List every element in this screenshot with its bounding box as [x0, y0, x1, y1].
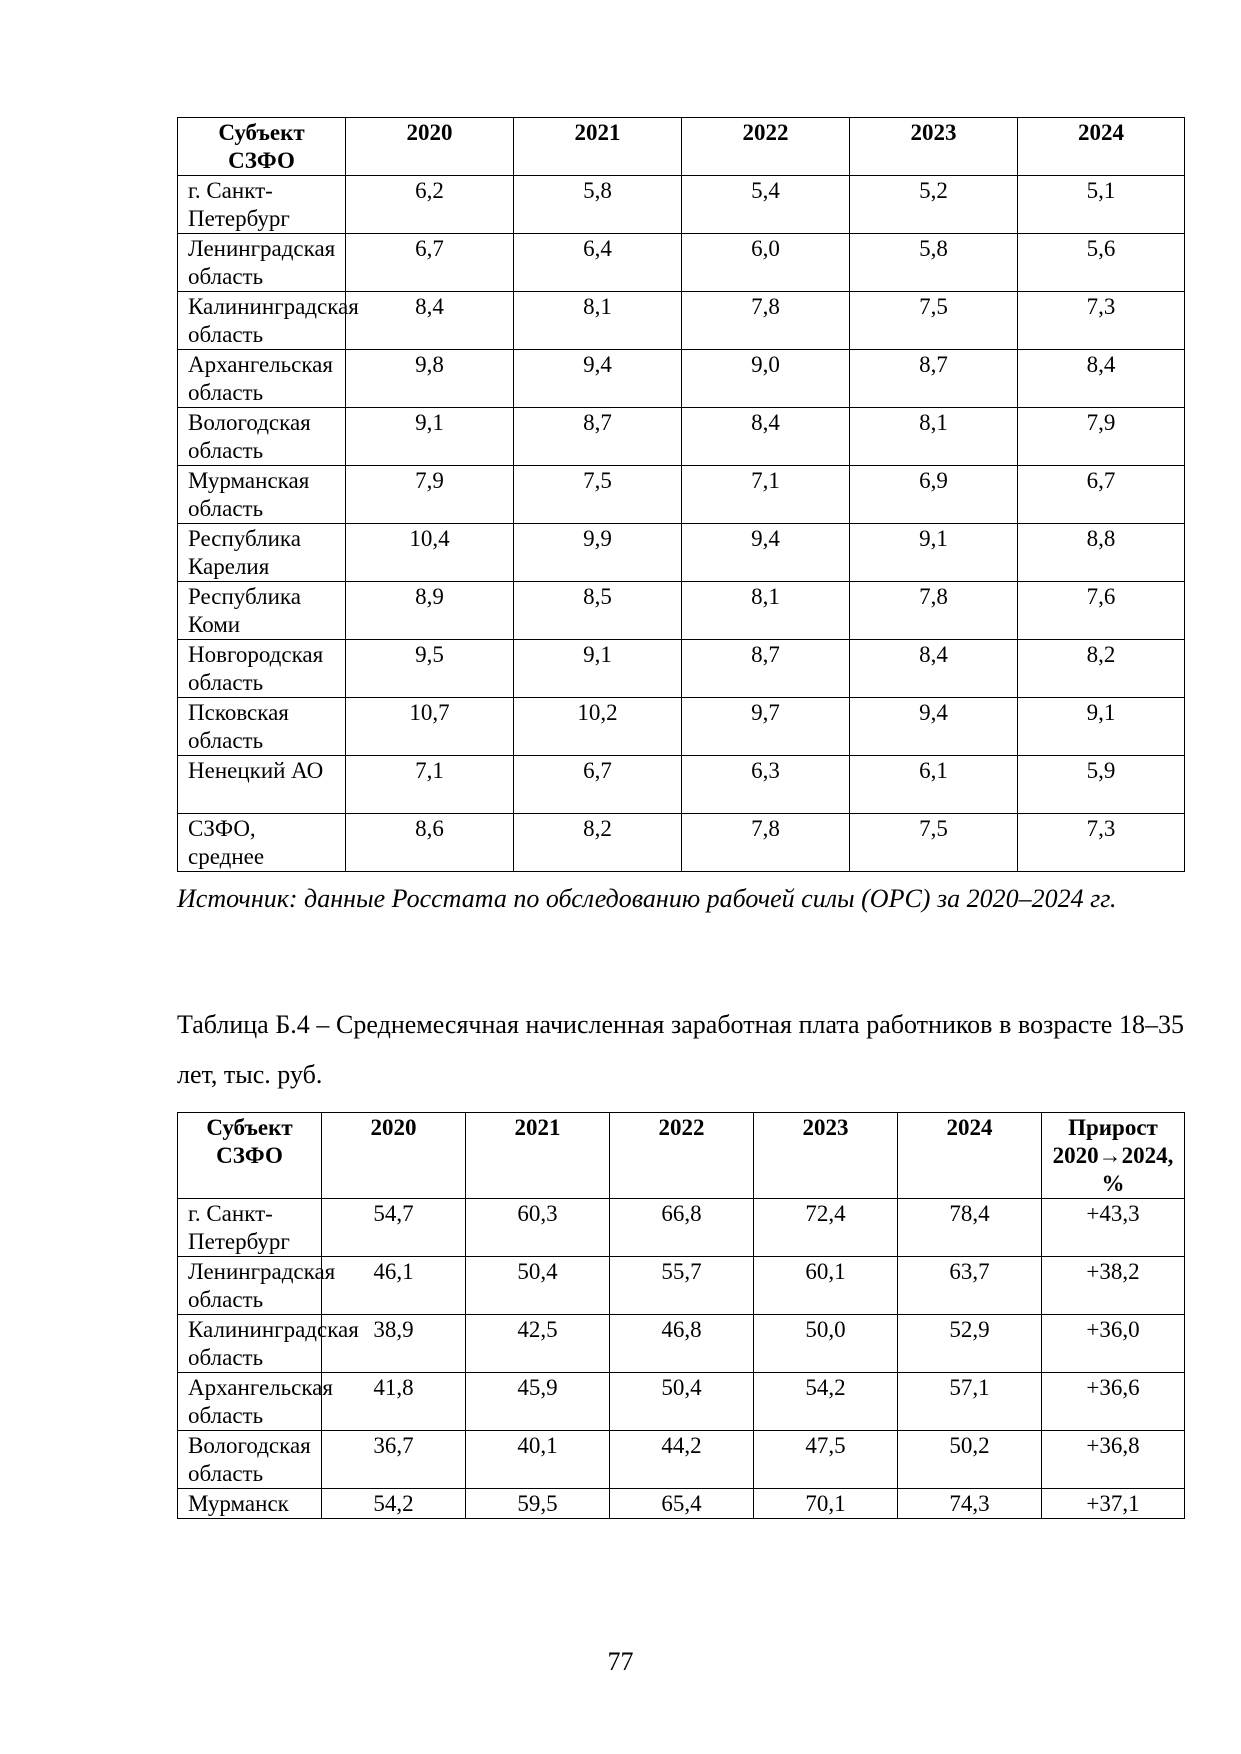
value-cell: 8,7 — [682, 640, 850, 698]
region-cell: СЗФО, среднее — [178, 814, 346, 872]
unemployment-table — [177, 117, 1185, 872]
region-cell: Вологодская область — [178, 1431, 322, 1489]
column-header: 2020 — [346, 118, 514, 176]
value-cell: 7,8 — [682, 292, 850, 350]
salary-table — [177, 1112, 1185, 1519]
table-row — [178, 466, 1185, 524]
value-cell: 8,5 — [514, 582, 682, 640]
column-header: 2024 — [1018, 118, 1185, 176]
value-cell: +36,8 — [1042, 1431, 1185, 1489]
value-cell: 41,8 — [322, 1373, 466, 1431]
table-row — [178, 234, 1185, 292]
value-cell: 9,9 — [514, 524, 682, 582]
table-row — [178, 176, 1185, 234]
table-row — [178, 1489, 1185, 1519]
table-header-row — [178, 1113, 1185, 1199]
region-cell: Калининградская область — [178, 292, 346, 350]
value-cell: 78,4 — [898, 1199, 1042, 1257]
value-cell: 10,7 — [346, 698, 514, 756]
value-cell: 50,0 — [754, 1315, 898, 1373]
value-cell: 7,8 — [682, 814, 850, 872]
value-cell: 8,4 — [346, 292, 514, 350]
value-cell: 46,1 — [322, 1257, 466, 1315]
value-cell: 45,9 — [466, 1373, 610, 1431]
value-cell: 6,9 — [850, 466, 1018, 524]
value-cell: 40,1 — [466, 1431, 610, 1489]
page-number: 77 — [607, 1647, 634, 1676]
region-cell: г. Санкт-Петербург — [178, 176, 346, 234]
value-cell: 74,3 — [898, 1489, 1042, 1519]
value-cell: 9,4 — [850, 698, 1018, 756]
value-cell: 42,5 — [466, 1315, 610, 1373]
value-cell: 7,9 — [1018, 408, 1185, 466]
value-cell: 55,7 — [610, 1257, 754, 1315]
column-header: Субъект СЗФО — [178, 118, 346, 176]
table-row — [178, 1257, 1185, 1315]
value-cell: 10,4 — [346, 524, 514, 582]
table-body — [178, 176, 1185, 872]
value-cell: 54,7 — [322, 1199, 466, 1257]
column-header: Прирост 2020→2024, % — [1042, 1113, 1185, 1199]
table-row — [178, 640, 1185, 698]
value-cell: 50,4 — [610, 1373, 754, 1431]
value-cell: 6,7 — [514, 756, 682, 814]
value-cell: 9,1 — [514, 640, 682, 698]
value-cell: 59,5 — [466, 1489, 610, 1519]
value-cell: 9,1 — [1018, 698, 1185, 756]
value-cell: +36,6 — [1042, 1373, 1185, 1431]
table-row — [178, 408, 1185, 466]
region-cell: Ненецкий АО — [178, 756, 346, 814]
table-row — [178, 524, 1185, 582]
value-cell: 5,8 — [850, 234, 1018, 292]
value-cell: 8,1 — [514, 292, 682, 350]
value-cell: 6,4 — [514, 234, 682, 292]
column-header: 2020 — [322, 1113, 466, 1199]
value-cell: 54,2 — [322, 1489, 466, 1519]
value-cell: 7,1 — [346, 756, 514, 814]
value-cell: 9,4 — [514, 350, 682, 408]
value-cell: 7,6 — [1018, 582, 1185, 640]
region-cell: Мурманск — [178, 1489, 322, 1519]
value-cell: 6,7 — [1018, 466, 1185, 524]
value-cell: 6,7 — [346, 234, 514, 292]
value-cell: 7,3 — [1018, 292, 1185, 350]
value-cell: 9,4 — [682, 524, 850, 582]
column-header: 2022 — [682, 118, 850, 176]
value-cell: 8,1 — [682, 582, 850, 640]
value-cell: 54,2 — [754, 1373, 898, 1431]
table-caption: Таблица Б.4 – Среднемесячная начисленная заработная плата работников в возрасте 18–35 лет, тыс. руб. — [177, 1010, 1184, 1089]
value-cell: 8,2 — [514, 814, 682, 872]
value-cell: 7,8 — [850, 582, 1018, 640]
table-body — [178, 1199, 1185, 1519]
value-cell: 60,3 — [466, 1199, 610, 1257]
column-header: 2024 — [898, 1113, 1042, 1199]
region-cell: Мурманская область — [178, 466, 346, 524]
value-cell: 8,4 — [682, 408, 850, 466]
value-cell: 5,1 — [1018, 176, 1185, 234]
value-cell: 9,8 — [346, 350, 514, 408]
value-cell: 6,1 — [850, 756, 1018, 814]
value-cell: 5,6 — [1018, 234, 1185, 292]
value-cell: 5,8 — [514, 176, 682, 234]
value-cell: 50,4 — [466, 1257, 610, 1315]
value-cell: 7,3 — [1018, 814, 1185, 872]
value-cell: 36,7 — [322, 1431, 466, 1489]
value-cell: 10,2 — [514, 698, 682, 756]
table-row — [178, 582, 1185, 640]
region-cell: Архангельская область — [178, 1373, 322, 1431]
value-cell: 5,9 — [1018, 756, 1185, 814]
value-cell: 7,1 — [682, 466, 850, 524]
table-row — [178, 698, 1185, 756]
value-cell: 8,4 — [1018, 350, 1185, 408]
value-cell: +36,0 — [1042, 1315, 1185, 1373]
table-row — [178, 350, 1185, 408]
value-cell: 65,4 — [610, 1489, 754, 1519]
value-cell: 66,8 — [610, 1199, 754, 1257]
value-cell: 72,4 — [754, 1199, 898, 1257]
column-header: 2023 — [850, 118, 1018, 176]
table-row — [178, 1373, 1185, 1431]
column-header: 2021 — [514, 118, 682, 176]
value-cell: 9,7 — [682, 698, 850, 756]
value-cell: 8,6 — [346, 814, 514, 872]
table-header-row — [178, 118, 1185, 176]
value-cell: 38,9 — [322, 1315, 466, 1373]
value-cell: 7,5 — [514, 466, 682, 524]
value-cell: 7,5 — [850, 292, 1018, 350]
value-cell: 6,2 — [346, 176, 514, 234]
region-cell: Республика Карелия — [178, 524, 346, 582]
region-cell: Калининградская область — [178, 1315, 322, 1373]
value-cell: 47,5 — [754, 1431, 898, 1489]
value-cell: 8,7 — [514, 408, 682, 466]
value-cell: 52,9 — [898, 1315, 1042, 1373]
table-row — [178, 1315, 1185, 1373]
value-cell: 5,2 — [850, 176, 1018, 234]
table-row — [178, 814, 1185, 872]
value-cell: 8,7 — [850, 350, 1018, 408]
value-cell: 8,2 — [1018, 640, 1185, 698]
value-cell: 6,3 — [682, 756, 850, 814]
region-cell: Ленинградская область — [178, 1257, 322, 1315]
column-header: 2021 — [466, 1113, 610, 1199]
value-cell: +43,3 — [1042, 1199, 1185, 1257]
region-cell: Архангельская область — [178, 350, 346, 408]
value-cell: 8,4 — [850, 640, 1018, 698]
value-cell: 9,5 — [346, 640, 514, 698]
value-cell: 46,8 — [610, 1315, 754, 1373]
value-cell: +38,2 — [1042, 1257, 1185, 1315]
column-header: 2022 — [610, 1113, 754, 1199]
value-cell: 60,1 — [754, 1257, 898, 1315]
value-cell: 8,1 — [850, 408, 1018, 466]
value-cell: 7,5 — [850, 814, 1018, 872]
value-cell: 9,1 — [850, 524, 1018, 582]
value-cell: 8,9 — [346, 582, 514, 640]
value-cell: 5,4 — [682, 176, 850, 234]
region-cell: Ленинградская область — [178, 234, 346, 292]
table-row — [178, 1431, 1185, 1489]
region-cell: г. Санкт-Петербург — [178, 1199, 322, 1257]
value-cell: 50,2 — [898, 1431, 1042, 1489]
value-cell: 63,7 — [898, 1257, 1042, 1315]
region-cell: Псковская область — [178, 698, 346, 756]
table-row — [178, 1199, 1185, 1257]
value-cell: 70,1 — [754, 1489, 898, 1519]
table-row — [178, 292, 1185, 350]
value-cell: 8,8 — [1018, 524, 1185, 582]
region-cell: Республика Коми — [178, 582, 346, 640]
value-cell: +37,1 — [1042, 1489, 1185, 1519]
value-cell: 7,9 — [346, 466, 514, 524]
value-cell: 44,2 — [610, 1431, 754, 1489]
region-cell: Вологодская область — [178, 408, 346, 466]
source-note: Источник: данные Росстата по обследованию рабочей силы (ОРС) за 2020–2024 гг. — [177, 884, 1117, 913]
value-cell: 57,1 — [898, 1373, 1042, 1431]
value-cell: 9,0 — [682, 350, 850, 408]
table-row — [178, 756, 1185, 814]
value-cell: 9,1 — [346, 408, 514, 466]
column-header: 2023 — [754, 1113, 898, 1199]
region-cell: Новгородская область — [178, 640, 346, 698]
value-cell: 6,0 — [682, 234, 850, 292]
column-header: Субъект СЗФО — [178, 1113, 322, 1199]
